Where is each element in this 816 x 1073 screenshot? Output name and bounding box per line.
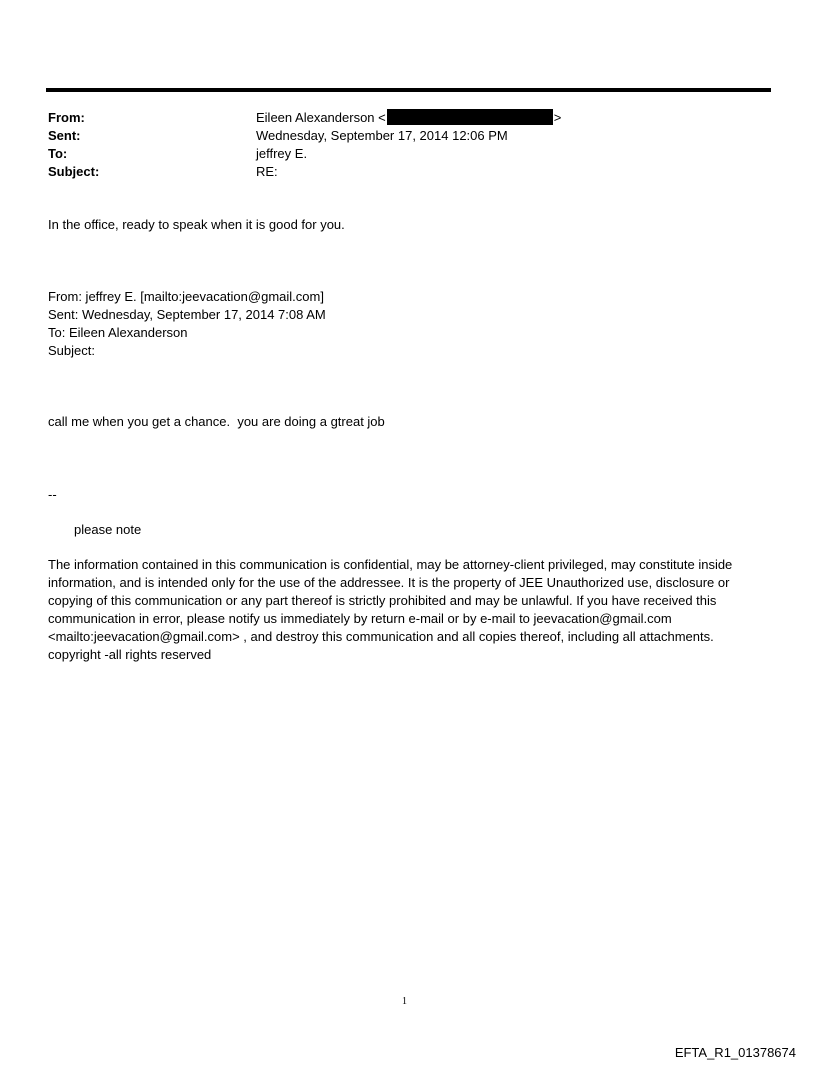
quoted-to-line: To: Eileen Alexanderson [48,325,188,340]
from-value [256,109,561,127]
signature-separator: -- [48,487,57,502]
quoted-header [48,288,326,360]
quoted-message: call me when you get a chance. you are doing a gtreat job [48,414,385,429]
reply-text: In the office, ready to speak when it is good for you. [48,217,345,232]
quoted-subject-line: Subject: [48,343,95,358]
confidentiality-disclaimer: The information contained in this communication is confidential, may be attorney-client privileged, may constitute inside information, and is intended only for the use of the addressee. It is the property of JEE Unauthorized use, disclosure or copying of this communication or any part thereof is strictly prohibited and may be unlawful. If you have received this communication in error, please notify us immediately by return e-mail or by e-mail to jeevacation@gmail.com <mailto:jeevacation@gmail.com> , and destroy this communication and all copies thereof, including all attachments. copyright -all rights reserved [48,557,733,662]
to-label: To: [48,146,68,161]
sent-label: Sent: [48,128,81,143]
please-note: please note [74,522,142,537]
page-number: 1 [402,996,407,1007]
subject-row [48,163,748,181]
from-suffix: > [553,110,562,125]
sent-row [48,127,748,145]
quoted-sent-line: Sent: Wednesday, September 17, 2014 7:08 AM [48,307,326,322]
from-label: From: [48,110,85,125]
to-value: jeffrey E. [256,146,308,161]
to-row [48,145,748,163]
from-row [48,109,748,127]
email-header [48,109,748,181]
redaction-box [387,109,553,125]
subject-value: RE: [256,164,278,179]
header-rule [46,88,771,92]
subject-label: Subject: [48,164,100,179]
document-id: EFTA_R1_01378674 [674,1045,796,1060]
sent-value: Wednesday, September 17, 2014 12:06 PM [256,128,508,143]
quoted-from-line: From: jeffrey E. [mailto:jeevacation@gmail.com] [48,289,324,304]
from-name: Eileen Alexanderson < [256,110,386,125]
